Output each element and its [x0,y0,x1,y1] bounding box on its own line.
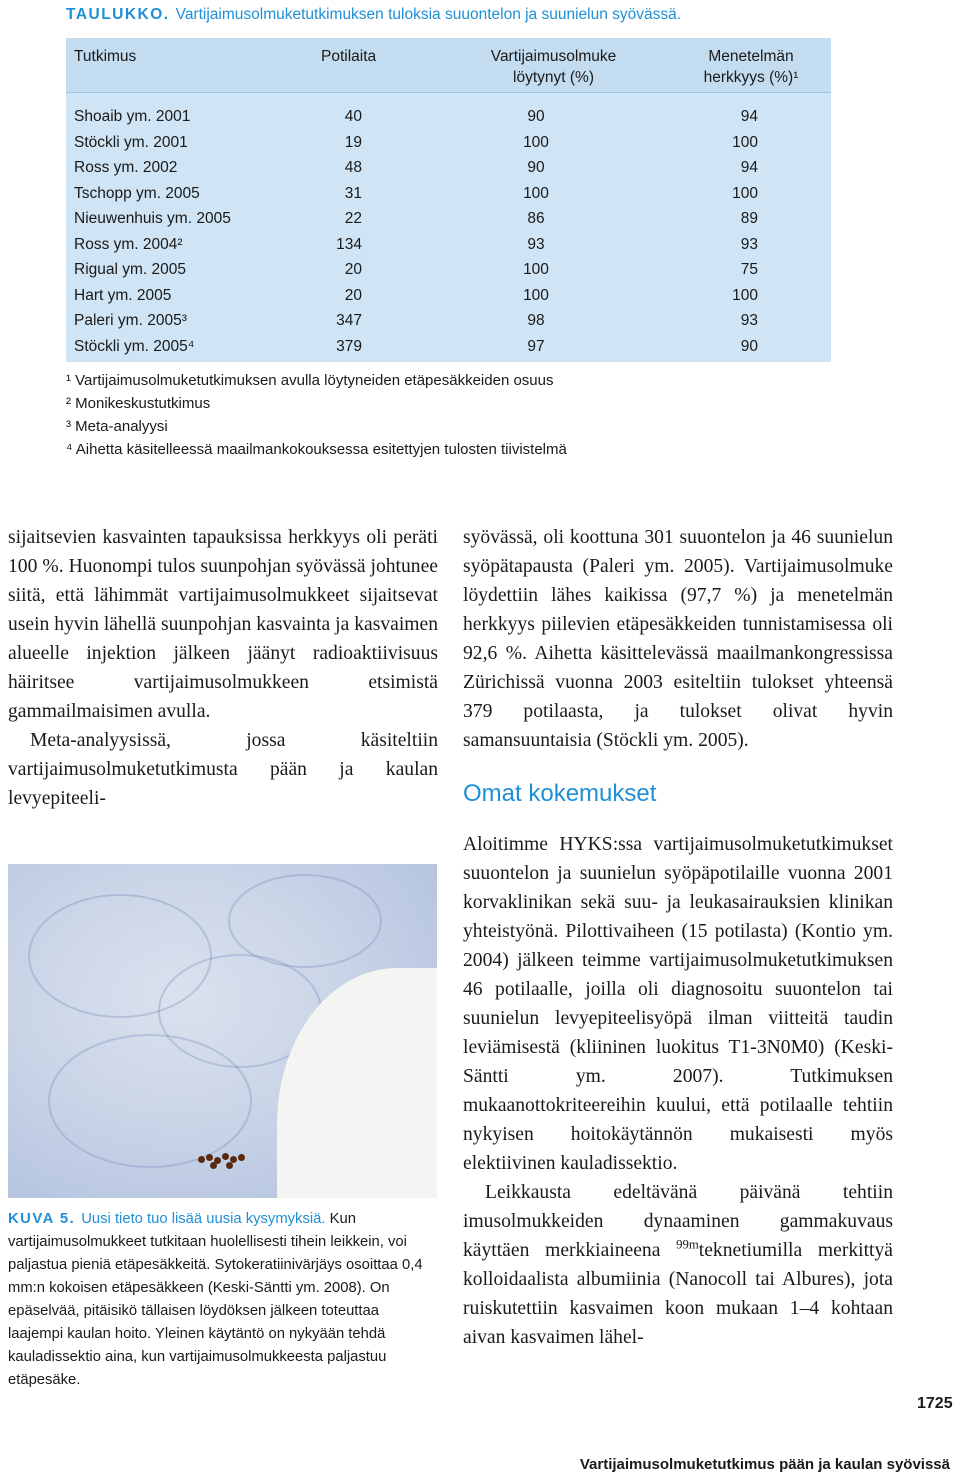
cell-sensitivity: 93 [740,235,758,253]
figure-caption-text: Kun vartijaimusolmukkeet tutkitaan huolellisesti tihein leikkein, voi paljastua pieniä etäpesäkkeitä. Sytokeratiinivärjäys osoittaa 0,4 mm:n kokoisen etäpesäkkeen (Keski-Säntti ym. 2008). On epäselvää, pitäisikö tällaisen löydöksen jälkeen toteuttaa laajempi kaulan hoito. Yleinen käytäntö on nykyään tehdä kauladissektio aina, kun vartijaimusolmukkeesta paljastuu etäpesäke. [8,1211,423,1388]
cell-sensitivity: 93 [740,312,758,329]
cell-study: Shoaib ym. 2001 [74,108,191,125]
table-caption-text: Vartijaimusolmuketutkimuksen tuloksia suuontelon ja suunielun syövässä. [175,6,682,23]
cell-patients: 134 [336,235,362,253]
right-column [463,523,893,1352]
header-sensitivity-line2: herkkyys (%)¹ [703,69,799,86]
header-found-line2: löytynyt (%) [513,69,594,86]
cell-sensitivity: 100 [732,286,758,304]
header-found-line1: Vartijaimusolmuke [490,48,617,65]
table-row [66,181,831,207]
cell-found: 100 [523,184,549,202]
tissue-fold [228,874,382,968]
header-found [456,46,651,88]
page-number: 1725 [917,1395,953,1412]
metastasis-cell [198,1156,205,1163]
table-row [66,130,831,156]
cell-study: Hart ym. 2005 [74,286,172,304]
cell-patients: 20 [344,286,362,304]
cell-study: Stöckli ym. 2001 [74,133,188,151]
cell-patients: 20 [344,261,362,278]
cell-patients: 40 [344,108,362,125]
cell-patients: 22 [344,210,362,227]
cell-found: 86 [527,210,545,227]
cell-study: Nieuwenhuis ym. 2005 [74,210,231,227]
cell-found: 100 [523,261,549,278]
cell-sensitivity: 75 [740,261,758,278]
section-heading: Omat kokemukset [463,780,657,807]
cell-found: 98 [527,312,545,329]
right-paragraph-3-start: Leikkausta edeltävänä päivänä tehtiin imusolmukkeiden dynaaminen gammakuvaus käyttäen merkkiaineena [463,1182,893,1261]
cell-found: 100 [523,133,549,151]
table-header [66,38,831,93]
cell-study: Ross ym. 2002 [74,159,178,176]
table-caption-label: TAULUKKO. [66,6,170,23]
left-column [8,523,438,813]
running-footer: Vartijaimusolmuketutkimus pään ja kaulan syövissä [579,1456,950,1473]
results-table [66,38,831,362]
cell-patients: 31 [344,184,362,202]
footnote-1: ¹ Vartijaimusolmuketutkimuksen avulla löytyneiden etäpesäkkeiden osuus [66,372,554,389]
table-row [66,206,831,232]
cell-study: Ross ym. 2004² [74,235,183,253]
micrograph-figure [8,864,437,1198]
left-paragraph-2: Meta-analyysissä, jossa käsiteltiin vartijaimusolmuketutkimusta pään ja kaulan levyepiteeli- [8,730,438,809]
cell-found: 90 [527,159,545,176]
cell-sensitivity: 90 [740,337,758,355]
table-row [66,257,831,283]
table-caption [66,6,681,24]
cell-sensitivity: 94 [740,108,758,125]
metastasis-cell [206,1154,213,1161]
left-paragraph-1: sijaitsevien kasvainten tapauksissa herkkyys oli peräti 100 %. Huonompi tulos suunpohjan syövässä johtunee siitä, että lähimmät vartijaimusolmukkeet sijaitsevat usein hyvin lähellä suunpohjan kasvainta ja kasvaimen alueelle injektion jälkeen jäänyt radioaktiivisuus häiritsee vartijaimusolmukkeen etsimistä gammailmaisimen avulla. [8,527,438,722]
cell-found: 93 [527,235,545,253]
cell-patients: 48 [344,159,362,176]
figure-caption-title: Uusi tieto tuo lisää uusia kysymyksiä. [81,1211,326,1227]
metastasis-cell [222,1153,229,1160]
table-footnotes [66,369,567,461]
metastasis-cell [238,1154,245,1161]
cell-sensitivity: 94 [740,159,758,176]
table-row [66,155,831,181]
figure-caption-label: KUVA 5. [8,1211,76,1227]
cell-found: 97 [527,337,545,355]
table-row [66,232,831,258]
isotope-superscript: 99m [676,1237,699,1252]
cell-sensitivity: 89 [740,210,758,227]
table-row [66,104,831,130]
right-paragraph-1: syövässä, oli koottuna 301 suuontelon ja 46 suunielun syöpätapausta (Paleri ym. 2005). Vartijaimusolmuke löydettiin lähes kaikissa (97,7 %) ja menetelmän herkkyys piilevien etäpesäkkeiden tunnistamisessa oli 92,6 %. Aihetta käsittelevässä maailmankongressissa Zürichissä vuonna 2003 esiteltiin tulokset yhteensä 379 potilaasta, ja tulokset olivat hyvin samansuuntaisia (Stöckli ym. 2005). [463,527,893,751]
header-study: Tutkimus [74,48,137,65]
table-row [66,308,831,334]
cell-found: 90 [527,108,545,125]
cell-found: 100 [523,286,549,304]
table-row [66,334,831,360]
footnote-3: ³ Meta-analyysi [66,418,168,435]
metastasis-cell [210,1162,217,1169]
right-paragraph-3-end: teknetiumilla merkittyä kolloidaalista albumiinia (Nanocoll tai Albures), jota ruiskutettiin kasvaimen koon mukaan 1–4 kohtaan aivan kasvaimen lähel- [463,1240,893,1348]
tissue-fold [48,1034,252,1168]
cell-patients: 379 [336,337,362,355]
cell-study: Stöckli ym. 2005⁴ [74,337,195,355]
right-paragraph-2: Aloitimme HYKS:ssa vartijaimusolmuketutkimukset suuontelon ja suunielun syöpäpotilaille vuonna 2001 korvaklinikan sekä suu- ja leukasairauksien klinikan yhteistyönä. Pilottivaiheen (15 potilasta) (Kontio ym. 2004) jälkeen teimme vartijaimusolmuketutkimuksen 46 potilaalle, joilla oli diagnosoitu suuontelon tai suunielun levyepiteelisyöpä ilman viitteitä taudin leviämisestä (kliininen luokitus T1-3N0M0) (Keski-Säntti ym. 2007). Tutkimuksen mukaanottokriteereihin kuului, että potilaalle tehtiin nykyisen hoitokäytännön mukaisesti myös elektiivinen kauladissektio. [463,834,893,1174]
cell-study: Rigual ym. 2005 [74,261,187,278]
figure-caption [8,1208,438,1392]
metastasis-cell [226,1162,233,1169]
table-row [66,283,831,309]
header-patients: Potilaita [321,48,377,65]
cell-sensitivity: 100 [732,133,758,151]
right-paragraph-3 [463,1178,893,1352]
header-sensitivity [691,46,811,88]
footnote-2: ² Monikeskustutkimus [66,395,211,412]
cell-study: Tschopp ym. 2005 [74,184,200,202]
cell-patients: 347 [336,312,362,329]
footnote-4: ⁴ Aihetta käsitelleessä maailmankokouksessa esitettyjen tulosten tiivistelmä [66,441,567,458]
cell-patients: 19 [344,133,362,151]
cell-study: Paleri ym. 2005³ [74,312,187,329]
header-sensitivity-line1: Menetelmän [708,48,794,65]
cell-sensitivity: 100 [732,184,758,202]
